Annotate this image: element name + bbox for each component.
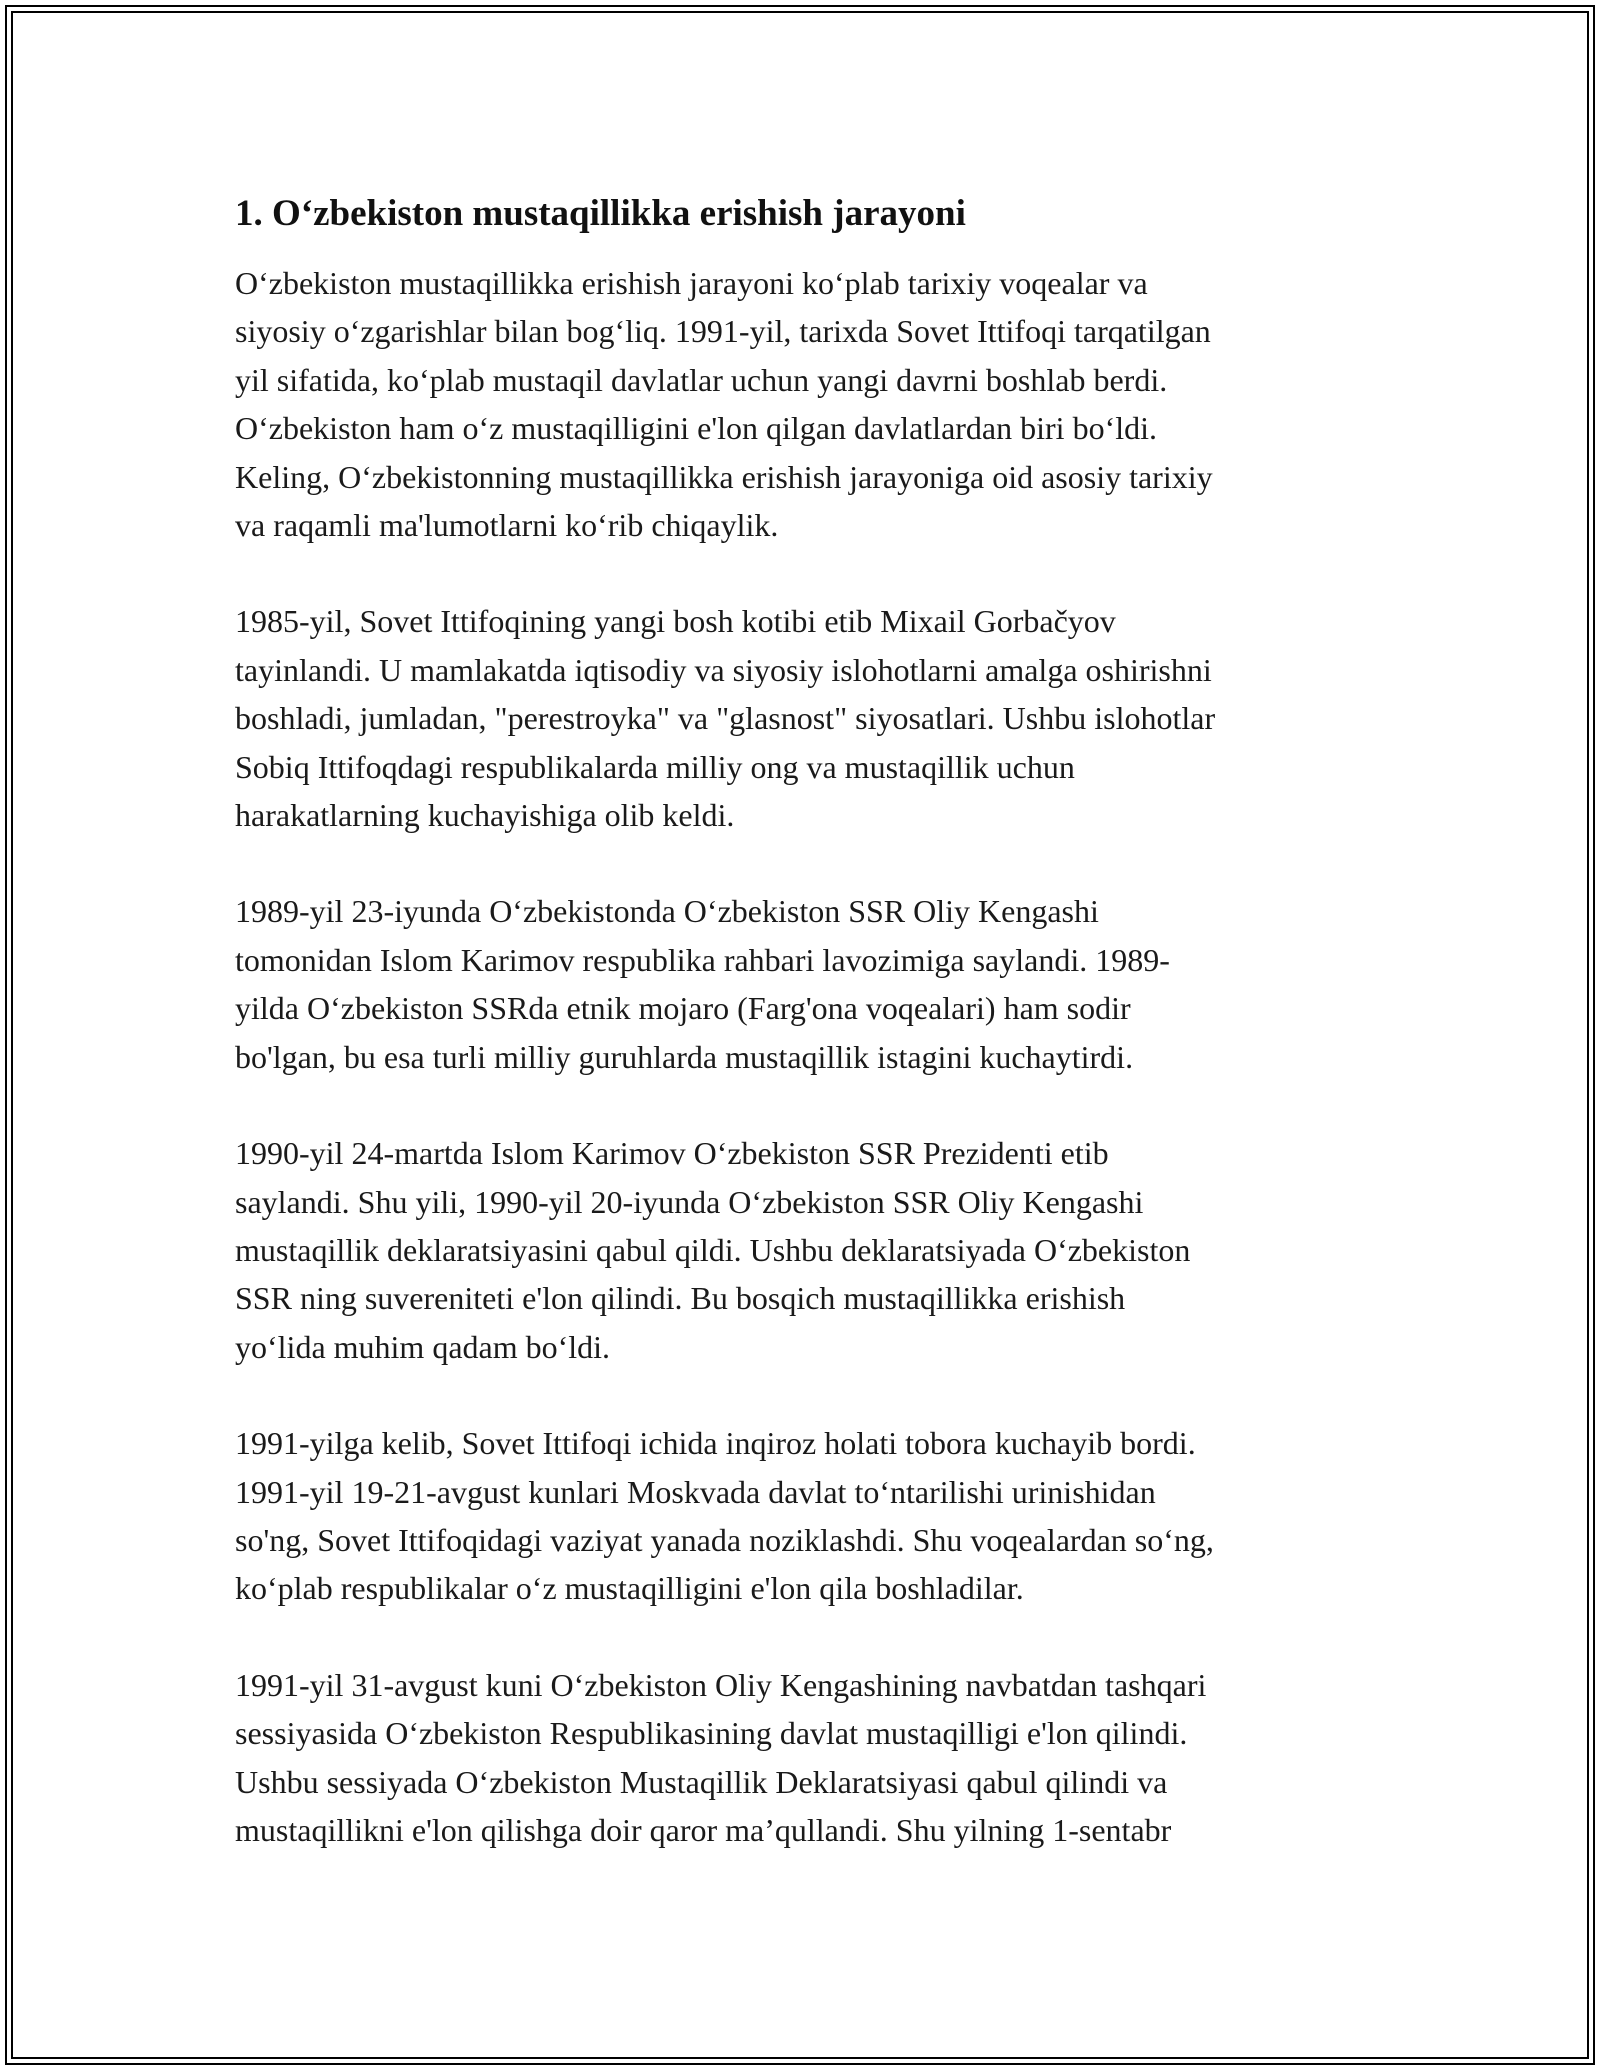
paragraph-line: 1985-yil, Sovet Ittifoqining yangi bosh kotibi etib Mixail Gorbačyov	[235, 603, 1116, 640]
paragraph-line: yo‘lida muhim qadam bo‘ldi.	[235, 1328, 611, 1365]
paragraph-line: ko‘plab respublikalar o‘z mustaqilligini e'lon qila boshladilar.	[235, 1570, 1024, 1607]
paragraph-intro	[235, 259, 1375, 549]
paragraph-line: 1989-yil 23-iyunda O‘zbekistonda O‘zbekiston SSR Oliy Kengashi	[235, 893, 1099, 930]
paragraph-line: bo'lgan, bu esa turli milliy guruhlarda mustaqillik istagini kuchaytirdi.	[235, 1038, 1134, 1075]
paragraph-line: 1991-yil 19-21-avgust kunlari Moskvada davlat to‘ntarilishi urinishidan	[235, 1473, 1156, 1510]
paragraph-line: Sobiq Ittifoqdagi respublikalarda milliy ong va mustaqillik uchun	[235, 748, 1075, 785]
paragraph-line: mustaqillik deklaratsiyasini qabul qildi. Ushbu deklaratsiyada O‘zbekiston	[235, 1231, 1191, 1268]
paragraph-1985	[235, 597, 1375, 839]
paragraph-1991-crisis	[235, 1419, 1375, 1613]
paragraph-line: yil sifatida, ko‘plab mustaqil davlatlar uchun yangi davrni boshlab berdi.	[235, 361, 1168, 398]
paragraph-line: sessiyasida O‘zbekiston Respublikasining davlat mustaqilligi e'lon qilindi.	[235, 1715, 1188, 1752]
paragraph-line: siyosiy o‘zgarishlar bilan bog‘liq. 1991-yil, tarixda Sovet Ittifoqi tarqatilgan	[235, 313, 1211, 350]
paragraph-line: tayinlandi. U mamlakatda iqtisodiy va siyosiy islohotlarni amalga oshirishni	[235, 651, 1212, 688]
paragraph-line: 1991-yilga kelib, Sovet Ittifoqi ichida inqiroz holati tobora kuchayib bordi.	[235, 1425, 1196, 1462]
paragraph-line: 1990-yil 24-martda Islom Karimov O‘zbekiston SSR Prezidenti etib	[235, 1135, 1109, 1172]
paragraph-line: O‘zbekiston ham o‘z mustaqilligini e'lon qilgan davlatlardan biri bo‘ldi.	[235, 410, 1157, 447]
paragraph-line: Ushbu sessiyada O‘zbekiston Mustaqillik Deklaratsiyasi qabul qilindi va	[235, 1763, 1168, 1800]
paragraph-1989	[235, 887, 1375, 1081]
paragraph-line: yilda O‘zbekiston SSRda etnik mojaro (Farg'ona voqealari) ham sodir	[235, 990, 1131, 1027]
paragraph-line: mustaqillikni e'lon qilishga doir qaror ma’qullandi. Shu yilning 1-sentabr	[235, 1811, 1172, 1848]
paragraph-line: so'ng, Sovet Ittifoqidagi vaziyat yanada noziklashdi. Shu voqealardan so‘ng,	[235, 1521, 1214, 1558]
paragraph-line: O‘zbekiston mustaqillikka erishish jarayoni ko‘plab tarixiy voqealar va	[235, 265, 1148, 301]
paragraph-line: boshladi, jumladan, "perestroyka" va "glasnost" siyosatlari. Ushbu islohotlar	[235, 700, 1216, 737]
paragraph-line: SSR ning suvereniteti e'lon qilindi. Bu bosqich mustaqillikka erishish	[235, 1280, 1126, 1317]
paragraph-line: 1991-yil 31-avgust kuni O‘zbekiston Oliy Kengashining navbatdan tashqari	[235, 1666, 1207, 1703]
paragraph-line: saylandi. Shu yili, 1990-yil 20-iyunda O‘zbekiston SSR Oliy Kengashi	[235, 1183, 1144, 1220]
paragraph-line: harakatlarning kuchayishiga olib keldi.	[235, 797, 735, 834]
paragraph-1991-independence	[235, 1661, 1375, 1855]
document-body	[235, 190, 1375, 1854]
paragraph-line: tomonidan Islom Karimov respublika rahbari lavozimiga saylandi. 1989-	[235, 941, 1170, 978]
paragraph-line: va raqamli ma'lumotlarni ko‘rib chiqaylik.	[235, 507, 779, 544]
section-heading: 1. O‘zbekiston mustaqillikka erishish jarayoni	[235, 193, 966, 234]
paragraph-1990	[235, 1129, 1375, 1371]
paragraph-line: Keling, O‘zbekistonning mustaqillikka erishish jarayoniga oid asosiy tarixiy	[235, 458, 1213, 495]
